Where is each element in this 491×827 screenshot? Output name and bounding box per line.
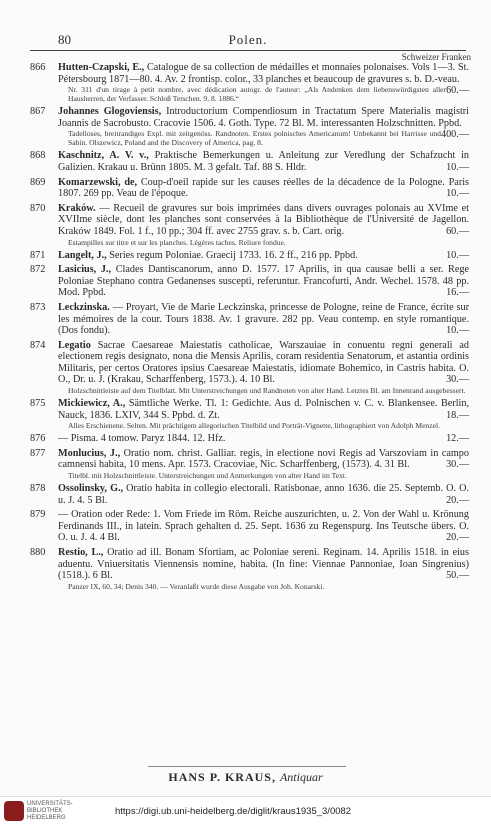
entry-number: 869 (30, 176, 46, 188)
entry-number: 872 (30, 264, 46, 276)
entry-author: Kaschnitz, A. V. v., (58, 150, 155, 162)
entry-description: Sacrae Caesareae Maiestatis catholicae, Warszauiae in conuentu regni generali ad electionem regis designato, nona die Mensis Aprilis, coram residentia Senatorum, et astantia ordinis Militaris, per certos Oratores ipsius Caesareae Maiestatis, idiomate Bohemico, in Castris habita. O. O., Dr. u. J. (Krakau, Scharffenberg, 1573.). 4. 10 Bl. (58, 339, 469, 386)
entry-author: Johannes Glogoviensis, (58, 106, 167, 118)
entry-number: 875 (30, 398, 46, 410)
currency-note: Schweizer Franken (401, 52, 471, 62)
entry-number: 871 (30, 249, 46, 261)
entry-price: 12.— (446, 433, 469, 445)
catalogue-entry (30, 302, 469, 337)
catalogue-entry (30, 433, 469, 445)
entry-price: 60.— (446, 85, 469, 97)
entry-description: Oratio habita in collegio electorali. Ratisbonae, anno 1636. die 25. Septemb. O. O. u. J. 4. 5 Bl. (58, 483, 470, 506)
catalogue-entry (30, 340, 469, 395)
entry-number: 874 (30, 339, 46, 351)
catalogue-entry (30, 264, 469, 299)
entry-note: Nr. 311 d'un tirage à petit nombre, avec dédication autogr. de l'auteur: „Als Andenken dem liebenswürdigsten aller Hausherren, der Verfasser. Schloß Tetschen. 9. 8. 1886.“ (68, 85, 447, 104)
entry-author: Monlucius, J., (58, 447, 124, 459)
entry-number: 876 (30, 433, 46, 445)
entry-author: Leckzinska. (58, 301, 113, 313)
catalogue-entry (30, 547, 469, 591)
entry-description: — Proyart, Vie de Marie Leckzinska, princesse de Pologne, reine de France, écrite sur les mémoires de la cour. Tours 1838. Av. 1 gravure. 282 pp. Veau contemp. en style romantique. (Dos fondu). (58, 301, 469, 337)
entry-author: Restio, L., (58, 547, 108, 558)
entry-price: 30.— (446, 459, 469, 471)
entry-description: Introductorium Compendiosum in Tractatum Spere Materialis magistri Joannis de Sacrobusto. Cracovie 1506. 4. Goth. Type. 72 Bl. M. interessanten Holzschnitten. Ppbd. (58, 106, 469, 129)
library-name: UNIVERSITÄTS- BIBLIOTHEK HEIDELBERG (27, 801, 73, 821)
entry-price: 400.— (440, 129, 469, 141)
entry-description: Praktische Bemerkungen u. Anleitung zur Veredlung der Schafzucht in Galizien. Krakau u. Brünn 1805. M. 3 gefalt. Taf. 88 S. Hldr. (58, 150, 469, 173)
viewer-bar (0, 796, 491, 827)
footer-subtitle: Antiquar (279, 770, 323, 784)
page-footer (0, 770, 491, 785)
entry-description: Oratio nom. christ. Galliar. regis, in electione novi Regis ad Varszoviam in campo camnensi habita, 10 mens. Apr. 1573. Cracoviae, Nic. Scharffenberg, (1573). 4. 31 Bl. (58, 447, 469, 471)
catalogue-entry (30, 62, 469, 103)
catalogue-entries (30, 62, 469, 594)
catalogue-entry (30, 448, 469, 480)
page-url[interactable]: https://digi.ub.uni-heidelberg.de/diglit/kraus1935_3/0082 (115, 806, 352, 817)
entry-number: 878 (30, 483, 46, 495)
entry-description: Clades Dantiscanorum, anno D. 1577. 17 Aprilis, in qua causae belli a ser. Rege Poloniae Stephano contra Gedanenses suscepti, referuntur. Francofurti, Andr. Wechel. 1578. 48 pp. Mod. Ppbd. (58, 264, 469, 299)
entry-author: Komarzewski, de, (58, 176, 141, 188)
page-title: Polen. (228, 32, 268, 47)
entry-price: 16.— (446, 287, 469, 299)
library-logo-icon[interactable] (4, 801, 24, 821)
entry-note: Estampilles sur titre et sur les planches. Légères taches. Reliure fondue. (68, 237, 286, 247)
entry-description: Series regum Poloniae. Graecij 1733. 16. 2 ff., 216 pp. Ppbd. (109, 249, 358, 261)
catalogue-entry (30, 177, 469, 200)
entry-description: Oratio ad ill. Bonam Sfortiam, ac Poloniae sereni. Reginam. 14. Aprilis 1518. in eius aduentu. Vniuersitatis Viennensis nomine, habita. (In fine: Viennae Pannoniae, Ioan Singrenius) (1518.). 6 Bl. (58, 547, 469, 582)
entry-note: Tadelloses, breitrandiges Expl. mit zeitgenöss. Randnoten. Erstes polnisches Americanum! Unbekannt bei Harrisse und Sabin. Olszewicz, Poland and the Discovery of America, pag. 8. (68, 129, 441, 148)
entry-note: Alles Erschienene. Selten. Mit prächtigem allegorischen Titelbild und Porträt-Vignette, lithographiert von Adolph Menzel. (68, 421, 440, 431)
entry-number: 879 (30, 509, 46, 521)
footer-name: HANS P. KRAUS, (168, 770, 276, 784)
entry-author: Mickiewicz, A., (58, 398, 129, 410)
entry-author: Hutten-Czapski, E., (58, 62, 147, 73)
entry-author: Kraków. (58, 202, 100, 214)
entry-price: 10.— (446, 249, 469, 261)
catalogue-entry (30, 203, 469, 247)
entry-price: 60.— (446, 225, 469, 237)
entry-number: 880 (30, 547, 46, 558)
page-number: 80 (58, 32, 71, 47)
entry-description: — Recueil de gravures sur bois imprimées dans divers ouvrages polonais au XVIme et XVIIme siècle, dont les planches sont conservées à la Bibliothèque de l'Université de Jagellon. Kraków 1849. Fol. 1 f., 10 pp.; 304 ff. avec 2755 grav. s. b. Cart. orig. (58, 202, 470, 237)
entry-number: 877 (30, 447, 46, 459)
entry-price: 18.— (446, 409, 469, 421)
entry-price: 10.— (446, 188, 469, 200)
entry-note: Titelbl. mit Holzschnittleiste. Unterstreichungen und Anmerkungen von alter Hand im Text. (68, 471, 347, 481)
entry-number: 873 (30, 301, 46, 313)
entry-number: 867 (30, 106, 46, 118)
entry-price: 10.— (446, 161, 469, 173)
entry-description: — Oration oder Rede: 1. Vom Friede im Röm. Reiche auszurichten, u. 2. Von der Wahl u. Krönung Ferdinands III., in latein. Sprach gehalten d. 25. Sept. 1636 zu Regenspurg. Ins Teutsche übers. O. O. u. J. 4. 4 Bl. (58, 509, 469, 544)
entry-description: Coup-d'oeil rapide sur les causes réelles de la décadence de la Pologne. Paris 1807. 269 pp. Veau de l'époque. (58, 176, 470, 200)
entry-number: 866 (30, 62, 46, 73)
entry-number: 868 (30, 150, 46, 162)
catalogue-entry (30, 250, 469, 262)
entry-author: Lasicius, J., (58, 264, 116, 276)
catalogue-entry (30, 483, 469, 506)
entry-author: Langelt, J., (58, 249, 110, 261)
entry-number: 870 (30, 202, 46, 214)
entry-note: Holzschnittleiste auf dem Titelblatt. Mit Unterstreichungen und Randnoten von alter Hand. Letztes Bl. am Innenrand ausgebessert. (68, 386, 466, 396)
footer-divider (148, 766, 346, 767)
catalogue-entry (30, 106, 469, 147)
catalogue-entry (30, 398, 469, 430)
entry-price: 30.— (446, 374, 469, 386)
page-header (30, 30, 466, 51)
entry-price: 50.— (446, 570, 469, 582)
entry-price: 20.— (446, 532, 469, 544)
entry-note: Panzer IX, 60, 34; Denis 340. — Veranlaßt wurde diese Ausgabe von Joh. Konarski. (68, 581, 325, 591)
catalogue-entry (30, 509, 469, 544)
entry-price: 10.— (446, 325, 469, 337)
entry-description: Catalogue de sa collection de médailles et monnaies polonaises. Vols 1—3. St. Pétersbourg 1871—80. 4. Av. 2 frontisp. color., 33 planches et beaucoup de gravures s. b. D.-veau. (58, 62, 469, 85)
entry-price: 20.— (446, 494, 469, 506)
entry-author: Legatio (58, 339, 98, 351)
entry-description: — Pisma. 4 tomow. Paryz 1844. 12. Hfz. (58, 433, 226, 445)
catalogue-entry (30, 150, 469, 173)
entry-description: Sämtliche Werke. Tl. 1: Gedichte. Aus d. Polnischen v. C. v. Blankensee. Berlin, Nauck, 1836. LXIV, 344 S. Ppbd. d. Zt. (58, 398, 469, 421)
entry-author: Ossolinsky, G., (58, 483, 127, 495)
